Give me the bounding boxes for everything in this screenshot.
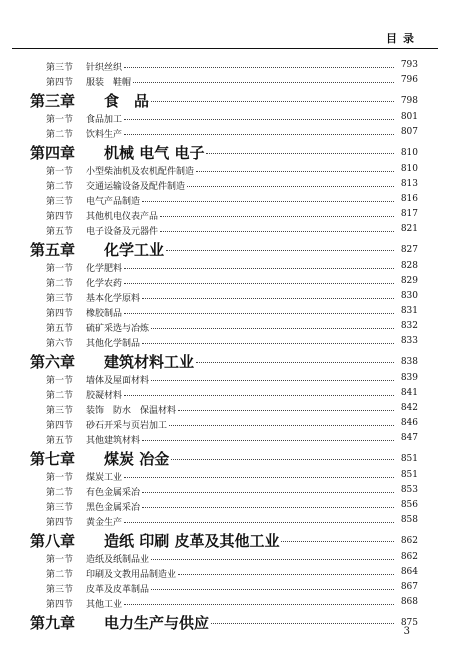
page-number: 3	[403, 626, 410, 637]
entry-page: 842	[400, 403, 418, 413]
dot-leader	[124, 477, 394, 478]
dot-leader	[142, 343, 394, 344]
entry-title: 墙体及屋面材料	[86, 376, 150, 386]
entry-number: 第二节	[46, 488, 74, 498]
dot-leader	[124, 67, 394, 68]
entry-title: 橡胶制品	[86, 309, 123, 319]
entry-title: 造纸 印刷 皮革及其他工业	[104, 532, 280, 550]
toc-chapter-row[interactable]	[0, 140, 450, 162]
dot-leader	[142, 492, 394, 493]
toc-section-row[interactable]	[0, 274, 450, 289]
entry-page: 856	[400, 500, 418, 510]
entry-page: 841	[400, 388, 418, 398]
toc-section-row[interactable]	[0, 207, 450, 222]
entry-number: 第二节	[46, 130, 74, 140]
toc-section-row[interactable]	[0, 580, 450, 595]
entry-title: 印刷及文教用品制造业	[86, 570, 177, 580]
entry-title: 食品加工	[86, 115, 123, 125]
dot-leader	[142, 201, 394, 202]
entry-page: 830	[400, 291, 418, 301]
entry-page: 831	[400, 306, 418, 316]
toc-section-row[interactable]	[0, 58, 450, 73]
dot-leader	[124, 604, 394, 605]
dot-leader	[206, 153, 394, 154]
dot-leader	[211, 623, 394, 624]
entry-number: 第二节	[46, 391, 74, 401]
toc-chapter-row[interactable]	[0, 610, 450, 632]
dot-leader	[124, 313, 394, 314]
dot-leader	[124, 268, 394, 269]
entry-page: 851	[400, 470, 418, 480]
toc-section-row[interactable]	[0, 334, 450, 349]
entry-number: 第五节	[46, 227, 74, 237]
entry-number: 第六章	[30, 353, 76, 371]
toc-chapter-row[interactable]	[0, 237, 450, 259]
entry-title: 基本化学原料	[86, 294, 141, 304]
toc-section-row[interactable]	[0, 416, 450, 431]
toc-section-row[interactable]	[0, 565, 450, 580]
page-header	[0, 30, 450, 44]
header-title: 目录	[386, 32, 420, 45]
entry-page: 810	[400, 148, 418, 158]
dot-leader	[160, 216, 394, 217]
entry-page: 853	[400, 485, 418, 495]
table-of-contents	[0, 58, 450, 632]
entry-number: 第四节	[46, 78, 74, 88]
toc-chapter-row[interactable]	[0, 349, 450, 371]
entry-title: 有色金属采冶	[86, 488, 141, 498]
entry-page: 807	[400, 127, 418, 137]
entry-title: 其他工业	[86, 600, 123, 610]
toc-section-row[interactable]	[0, 110, 450, 125]
entry-title: 针织丝织	[86, 63, 123, 73]
entry-title: 皮革及皮革制品	[86, 585, 150, 595]
entry-number: 第四节	[46, 421, 74, 431]
entry-page: 862	[400, 536, 418, 546]
entry-number: 第四节	[46, 600, 74, 610]
dot-leader	[133, 82, 394, 83]
dot-leader	[151, 589, 394, 590]
dot-leader	[151, 380, 394, 381]
entry-number: 第一节	[46, 555, 74, 565]
dot-leader	[196, 362, 394, 363]
dot-leader	[151, 559, 394, 560]
entry-number: 第四章	[30, 144, 76, 162]
toc-section-row[interactable]	[0, 468, 450, 483]
entry-page: 813	[400, 179, 418, 189]
entry-title: 胶凝材料	[86, 391, 123, 401]
dot-leader	[171, 459, 394, 460]
dot-leader	[142, 298, 394, 299]
entry-page: 833	[400, 336, 418, 346]
toc-section-row[interactable]	[0, 125, 450, 140]
entry-title: 电力生产与供应	[104, 614, 210, 632]
entry-number: 第三节	[46, 585, 74, 595]
entry-title: 煤炭 冶金	[104, 450, 170, 468]
dot-leader	[160, 231, 394, 232]
toc-section-row[interactable]	[0, 386, 450, 401]
entry-page: 839	[400, 373, 418, 383]
header-rule	[12, 48, 438, 49]
toc-section-row[interactable]	[0, 483, 450, 498]
dot-leader	[124, 119, 394, 120]
entry-page: 832	[400, 321, 418, 331]
entry-number: 第四节	[46, 309, 74, 319]
entry-page: 875	[400, 618, 418, 628]
dot-leader	[178, 410, 394, 411]
entry-page: 867	[400, 582, 418, 592]
dot-leader	[178, 574, 394, 575]
entry-number: 第三节	[46, 197, 74, 207]
entry-page: 846	[400, 418, 418, 428]
entry-number: 第三节	[46, 503, 74, 513]
entry-number: 第六节	[46, 339, 74, 349]
entry-number: 第三节	[46, 406, 74, 416]
toc-section-row[interactable]	[0, 431, 450, 446]
dot-leader	[151, 328, 394, 329]
toc-section-row[interactable]	[0, 259, 450, 274]
entry-title: 建筑材料工业	[104, 353, 195, 371]
dot-leader	[166, 250, 394, 251]
entry-page: 838	[400, 357, 418, 367]
entry-page: 821	[400, 224, 418, 234]
entry-title: 饮料生产	[86, 130, 123, 140]
toc-section-row[interactable]	[0, 177, 450, 192]
dot-leader	[124, 283, 394, 284]
entry-page: 847	[400, 433, 418, 443]
entry-page: 817	[400, 209, 418, 219]
dot-leader	[142, 507, 394, 508]
dot-leader	[124, 395, 394, 396]
entry-page: 801	[400, 112, 418, 122]
entry-page: 851	[400, 454, 418, 464]
entry-title: 煤炭工业	[86, 473, 123, 483]
entry-title: 黄金生产	[86, 518, 123, 528]
dot-leader	[187, 186, 394, 187]
toc-section-row[interactable]	[0, 550, 450, 565]
entry-page: 798	[400, 96, 418, 106]
entry-number: 第一节	[46, 264, 74, 274]
entry-number: 第九章	[30, 614, 76, 632]
entry-title: 小型柴油机及农机配件制造	[86, 167, 195, 177]
toc-chapter-row[interactable]	[0, 528, 450, 550]
entry-number: 第一节	[46, 473, 74, 483]
entry-title: 服装 鞋帽	[86, 78, 132, 88]
entry-number: 第一节	[46, 167, 74, 177]
entry-number: 第二节	[46, 279, 74, 289]
entry-number: 第五节	[46, 436, 74, 446]
entry-number: 第四节	[46, 212, 74, 222]
entry-title: 硫矿采选与冶炼	[86, 324, 150, 334]
toc-chapter-row[interactable]	[0, 446, 450, 468]
entry-page: 862	[400, 552, 418, 562]
toc-section-row[interactable]	[0, 304, 450, 319]
entry-number: 第一节	[46, 376, 74, 386]
entry-page: 868	[400, 597, 418, 607]
dot-leader	[124, 522, 394, 523]
entry-title: 砂石开采与页岩加工	[86, 421, 168, 431]
dot-leader	[281, 541, 394, 542]
entry-title: 其他建筑材料	[86, 436, 141, 446]
toc-section-row[interactable]	[0, 222, 450, 237]
entry-title: 装饰 防水 保温材料	[86, 406, 177, 416]
entry-number: 第三章	[30, 92, 76, 110]
entry-page: 793	[400, 60, 418, 70]
entry-title: 电气产品制造	[86, 197, 141, 207]
entry-page: 796	[400, 75, 418, 85]
entry-page: 858	[400, 515, 418, 525]
entry-title: 电子设备及元器件	[86, 227, 159, 237]
entry-title: 交通运输设备及配件制造	[86, 182, 186, 192]
entry-page: 816	[400, 194, 418, 204]
entry-number: 第四节	[46, 518, 74, 528]
entry-page: 829	[400, 276, 418, 286]
dot-leader	[196, 171, 394, 172]
entry-number: 第五章	[30, 241, 76, 259]
dot-leader	[169, 425, 394, 426]
toc-section-row[interactable]	[0, 162, 450, 177]
entry-number: 第七章	[30, 450, 76, 468]
entry-title: 其他化学制品	[86, 339, 141, 349]
toc-section-row[interactable]	[0, 289, 450, 304]
entry-title: 造纸及纸制品业	[86, 555, 150, 565]
entry-number: 第五节	[46, 324, 74, 334]
entry-title: 化学工业	[104, 241, 165, 259]
entry-page: 828	[400, 261, 418, 271]
entry-page: 864	[400, 567, 418, 577]
entry-number: 第二节	[46, 570, 74, 580]
entry-title: 黑色金属采冶	[86, 503, 141, 513]
entry-number: 第二节	[46, 182, 74, 192]
dot-leader	[142, 440, 394, 441]
toc-section-row[interactable]	[0, 319, 450, 334]
entry-number: 第一节	[46, 115, 74, 125]
dot-leader	[124, 134, 394, 135]
toc-section-row[interactable]	[0, 401, 450, 416]
toc-section-row[interactable]	[0, 371, 450, 386]
entry-title: 其他机电仪表产品	[86, 212, 159, 222]
entry-page: 827	[400, 245, 418, 255]
entry-title: 化学农药	[86, 279, 123, 289]
entry-number: 第三节	[46, 294, 74, 304]
entry-number: 第八章	[30, 532, 76, 550]
entry-title: 食 品	[104, 92, 150, 110]
toc-section-row[interactable]	[0, 498, 450, 513]
toc-chapter-row[interactable]	[0, 88, 450, 110]
toc-section-row[interactable]	[0, 73, 450, 88]
toc-section-row[interactable]	[0, 595, 450, 610]
toc-section-row[interactable]	[0, 192, 450, 207]
entry-title: 机械 电气 电子	[104, 144, 205, 162]
entry-page: 810	[400, 164, 418, 174]
toc-section-row[interactable]	[0, 513, 450, 528]
entry-number: 第三节	[46, 63, 74, 73]
dot-leader	[151, 101, 394, 102]
entry-title: 化学肥料	[86, 264, 123, 274]
